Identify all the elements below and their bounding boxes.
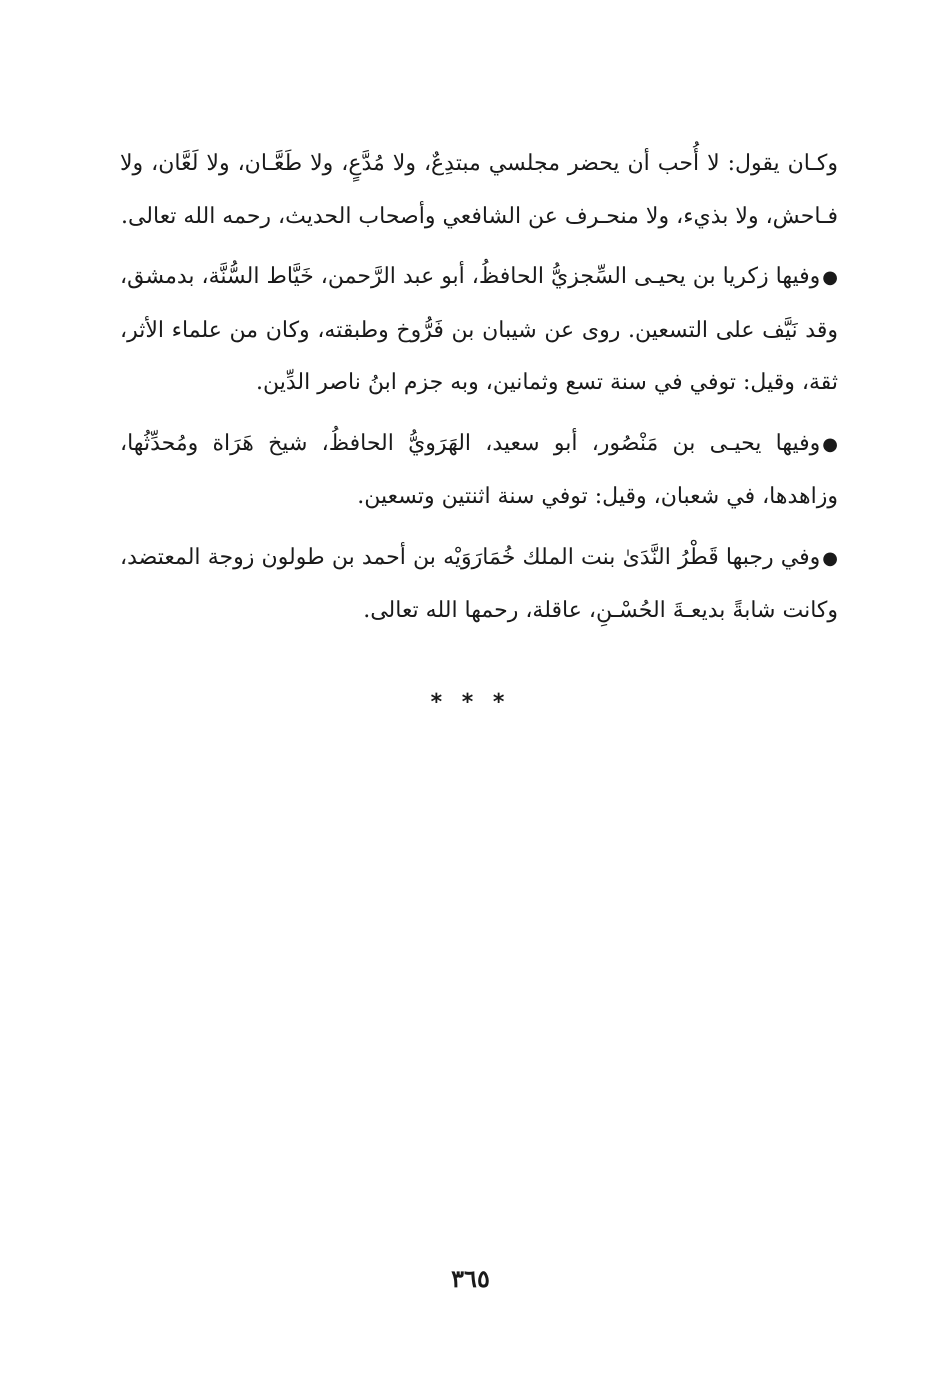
paragraph-2-text: وفيها زكريا بن يحيـى السِّجزيُّ الحافظُ، أبو عبد الرَّحمن، خَيَّاط السُّنَّة، بدمشق، وقد نَيَّف على التسعين. روى عن شيبان بن فَرُّوخ وطبقته، وكان من علماء الأثر، ثقة، وقيل: توفي في سنة تسع وثمانين، وبه جزم ابنُ ناصر الدِّين.: [120, 264, 838, 395]
paragraph-4: [120, 532, 838, 638]
paragraph-2: [120, 251, 838, 410]
paragraph-1-text: وكـان يقول: لا أُحب أن يحضر مجلسي مبتدِعٌ، ولا مُدَّعٍ، ولا طَعَّـان، ولا لَعَّان، ولا فـاحش، ولا بذيء، ولا منحـرف عن الشافعي وأصحاب الحديث، رحمه الله تعالى.: [120, 151, 838, 229]
paragraph-1: [120, 138, 838, 243]
section-divider: * * *: [430, 690, 511, 715]
page-number: ٣٦٥: [451, 1264, 490, 1293]
bullet-icon: ●: [822, 267, 838, 288]
paragraph-3-text: وفيها يحيـى بن مَنْصُور، أبو سعيد، الهَرَويُّ الحافظُ، شيخ هَرَاة ومُحدِّثُها، وزاهدها، في شعبان، وقيل: توفي سنة اثنتين وتسعين.: [120, 430, 838, 509]
paragraph-4-text: وفي رجبها قَطْرُ النَّدَىٰ بنت الملك خُمَارَوَيْه بن أحمد بن طولون زوجة المعتضد، وكانت شابةً بديعـةَ الحُسْـنِ، عاقلة، رحمها الله تعالى.: [120, 544, 838, 623]
main-text-block: [120, 138, 838, 646]
bullet-icon: ●: [822, 547, 838, 569]
paragraph-3: [120, 418, 838, 524]
bullet-icon: ●: [822, 433, 838, 455]
